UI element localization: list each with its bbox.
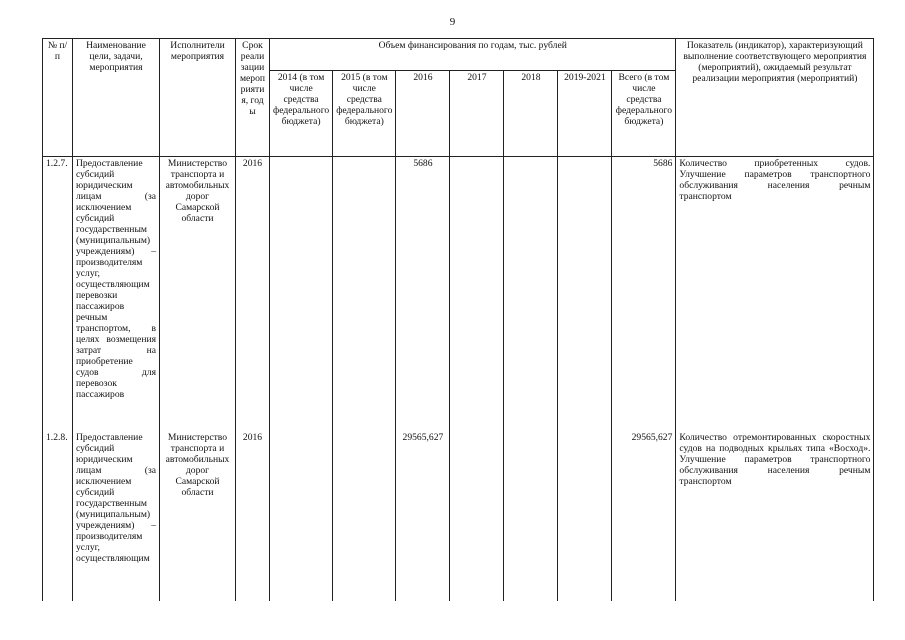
value-total: 5686: [612, 157, 676, 431]
measure-indicator: Количество приобретенных судов. Улучшение параметров транспортного обслуживания населения речным транспортом: [676, 157, 874, 431]
program-table: [42, 38, 874, 601]
value-total: 29565,627: [612, 431, 676, 601]
measure-term: 2016: [236, 157, 270, 431]
row-number: 1.2.8.: [43, 431, 73, 601]
header-executors: Исполнители мероприятия: [160, 39, 236, 157]
value-2018: [504, 431, 558, 601]
value-2017: [450, 431, 504, 601]
page-number: 9: [449, 16, 456, 28]
table-row: [43, 157, 874, 431]
header-term: Срок реализации мероприятия, годы: [236, 39, 270, 157]
header-no: № п/п: [43, 39, 73, 157]
measure-indicator: Количество отремонтированных скоростных судов на подводных крыльях типа «Восход». Улучшение параметров транспортного обслуживания населения речным транспортом: [676, 431, 874, 601]
header-year-2018: 2018: [504, 71, 558, 157]
value-2019-2021: [558, 431, 612, 601]
header-total: Всего (в том числе средства федерального бюджета): [612, 71, 676, 157]
measure-name: Предоставление субсидий юридическим лицам (за исключением субсидий государственным (муниципальным) учреждениям) – производителям услуг, осуществляющим перевозки пассажиров речным транспортом, в целях возмещения затрат на приобретение судов для перевозок пассажиров: [73, 157, 160, 431]
value-2018: [504, 157, 558, 431]
header-name: Наименование цели, задачи, мероприятия: [73, 39, 160, 157]
measure-name: Предоставление субсидий юридическим лицам (за исключением субсидий государственным (муниципальным) учреждениям) – производителям услуг, осуществляющим: [73, 431, 160, 601]
measure-executor: Министерство транспорта и автомобильных дорог Самарской области: [160, 431, 236, 601]
value-2014: [270, 431, 333, 601]
value-2014: [270, 157, 333, 431]
value-2017: [450, 157, 504, 431]
value-2016: 29565,627: [396, 431, 450, 601]
value-2015: [333, 157, 396, 431]
measure-executor: Министерство транспорта и автомобильных дорог Самарской области: [160, 157, 236, 431]
header-year-2014: 2014 (в том числе средства федерального бюджета): [270, 71, 333, 157]
header-year-2016: 2016: [396, 71, 450, 157]
value-2019-2021: [558, 157, 612, 431]
header-year-2019-2021: 2019-2021: [558, 71, 612, 157]
value-2016: 5686: [396, 157, 450, 431]
value-2015: [333, 431, 396, 601]
header-year-2017: 2017: [450, 71, 504, 157]
header-finance: Объем финансирования по годам, тыс. рублей: [270, 39, 676, 71]
row-number: 1.2.7.: [43, 157, 73, 431]
table-row: [43, 431, 874, 601]
header-year-2015: 2015 (в том числе средства федерального бюджета): [333, 71, 396, 157]
measure-term: 2016: [236, 431, 270, 601]
header-indicator: Показатель (индикатор), характеризующий выполнение соответствующего мероприятия (мероприятий), ожидаемый результат реализации мероприятия (мероприятий): [676, 39, 874, 157]
